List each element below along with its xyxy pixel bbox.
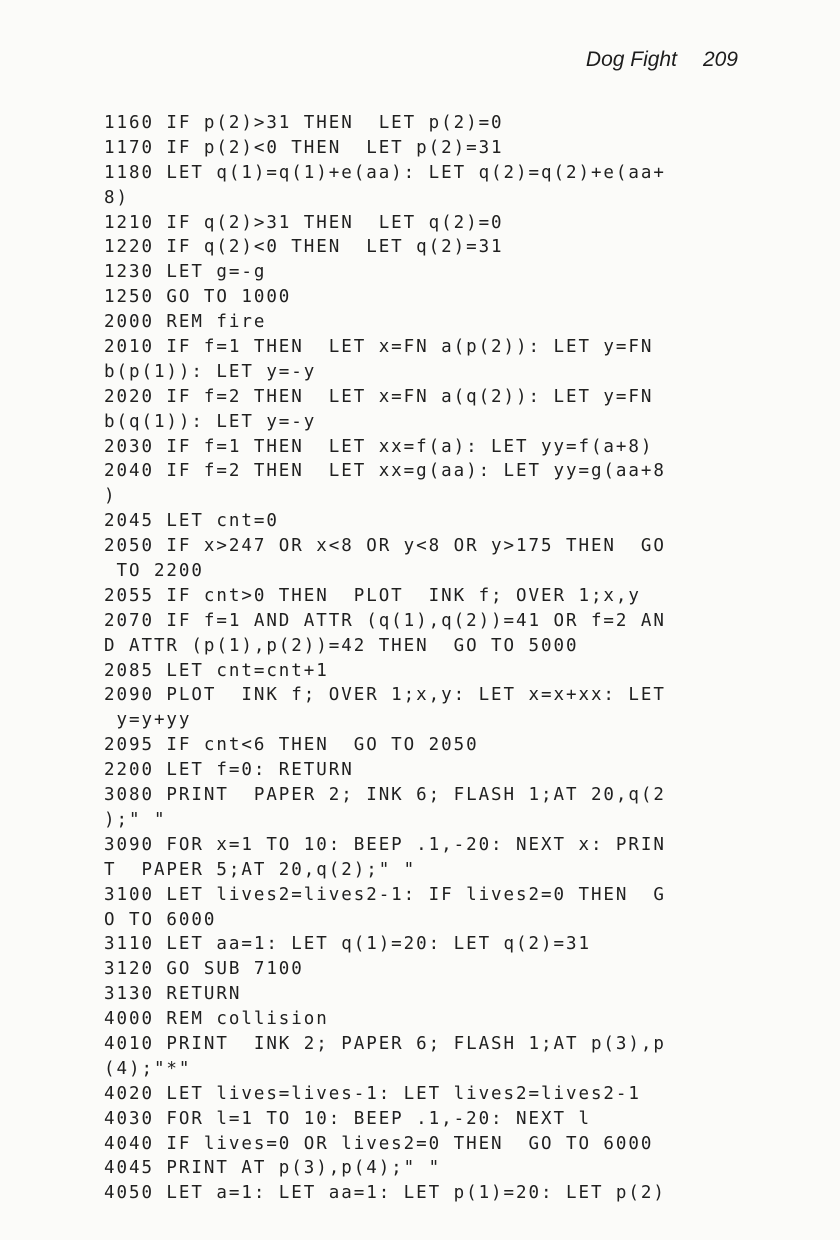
code-line: 2090 PLOT INK f; OVER 1;x,y: LET x=x+xx: LET <box>104 685 666 706</box>
code-line: 2070 IF f=1 AND ATTR (q(1),q(2))=41 OR f=2 AN <box>104 610 666 631</box>
code-line: 4040 IF lives=0 OR lives2=0 THEN GO TO 6000 <box>104 1133 654 1154</box>
code-line: 3130 RETURN <box>104 984 242 1005</box>
code-line: 1160 IF p(2)>31 THEN LET p(2)=0 <box>104 113 504 133</box>
code-line: 1180 LET q(1)=q(1)+e(aa): LET q(2)=q(2)+e(aa+ <box>104 162 666 183</box>
code-line: 1250 GO TO 1000 <box>104 287 292 308</box>
code-line: 2040 IF f=2 THEN LET xx=g(aa): LET yy=g(aa+8 <box>104 461 666 482</box>
code-line: 2200 LET f=0: RETURN <box>104 760 354 781</box>
code-line: 2010 IF f=1 THEN LET x=FN a(p(2)): LET y=FN <box>104 337 654 358</box>
chapter-title: Dog Fight <box>585 48 677 71</box>
code-line: 4020 LET lives=lives-1: LET lives2=lives2-1 <box>104 1083 641 1104</box>
code-line: 8) <box>104 187 129 208</box>
code-line: D ATTR (p(1),p(2))=42 THEN GO TO 5000 <box>104 635 579 656</box>
code-line: ) <box>104 486 117 507</box>
code-line: 1170 IF p(2)<0 THEN LET p(2)=31 <box>104 137 504 158</box>
code-line: 2030 IF f=1 THEN LET xx=f(a): LET yy=f(a+8) <box>104 436 654 457</box>
code-line: y=y+yy <box>104 710 192 731</box>
code-line: 2020 IF f=2 THEN LET x=FN a(q(2)): LET y=FN <box>104 386 654 407</box>
code-line: 2050 IF x>247 OR x<8 OR y<8 OR y>175 THEN GO <box>104 536 666 557</box>
code-line: 2045 LET cnt=0 <box>104 511 279 532</box>
code-line: 4000 REM collision <box>104 1009 329 1030</box>
page-header <box>586 48 738 72</box>
code-line: O TO 6000 <box>104 909 217 930</box>
code-line: 4045 PRINT AT p(3),p(4);" " <box>104 1158 442 1179</box>
code-line: 1210 IF q(2)>31 THEN LET q(2)=0 <box>104 212 504 233</box>
code-line: 3090 FOR x=1 TO 10: BEEP .1,-20: NEXT x: PRIN <box>104 834 666 855</box>
code-line: 3120 GO SUB 7100 <box>104 959 304 980</box>
code-line: 3110 LET aa=1: LET q(1)=20: LET q(2)=31 <box>104 934 591 955</box>
program-listing <box>104 111 764 1206</box>
code-line: TO 2200 <box>104 561 204 582</box>
code-line: 2055 IF cnt>0 THEN PLOT INK f; OVER 1;x,y <box>104 585 641 606</box>
code-line: 2085 LET cnt=cnt+1 <box>104 660 329 681</box>
code-line: (4);"*" <box>104 1058 192 1079</box>
code-line: 3080 PRINT PAPER 2; INK 6; FLASH 1;AT 20,q(2 <box>104 785 666 806</box>
code-line: 4030 FOR l=1 TO 10: BEEP .1,-20: NEXT l <box>104 1108 591 1129</box>
code-line: 4010 PRINT INK 2; PAPER 6; FLASH 1;AT p(3),p <box>104 1033 666 1054</box>
code-line: 1220 IF q(2)<0 THEN LET q(2)=31 <box>104 237 504 258</box>
code-line: T PAPER 5;AT 20,q(2);" " <box>104 859 417 880</box>
page-number: 209 <box>702 48 738 71</box>
code-line: 1230 LET g=-g <box>104 262 267 283</box>
code-line: b(q(1)): LET y=-y <box>104 411 317 432</box>
code-line: 2000 REM fire <box>104 312 267 333</box>
code-line: 4050 LET a=1: LET aa=1: LET p(1)=20: LET p(2) <box>104 1183 666 1204</box>
code-line: 3100 LET lives2=lives2-1: IF lives2=0 THEN G <box>104 884 666 905</box>
code-line: 2095 IF cnt<6 THEN GO TO 2050 <box>104 735 479 756</box>
code-line: );" " <box>104 809 167 830</box>
code-line: b(p(1)): LET y=-y <box>104 361 317 382</box>
